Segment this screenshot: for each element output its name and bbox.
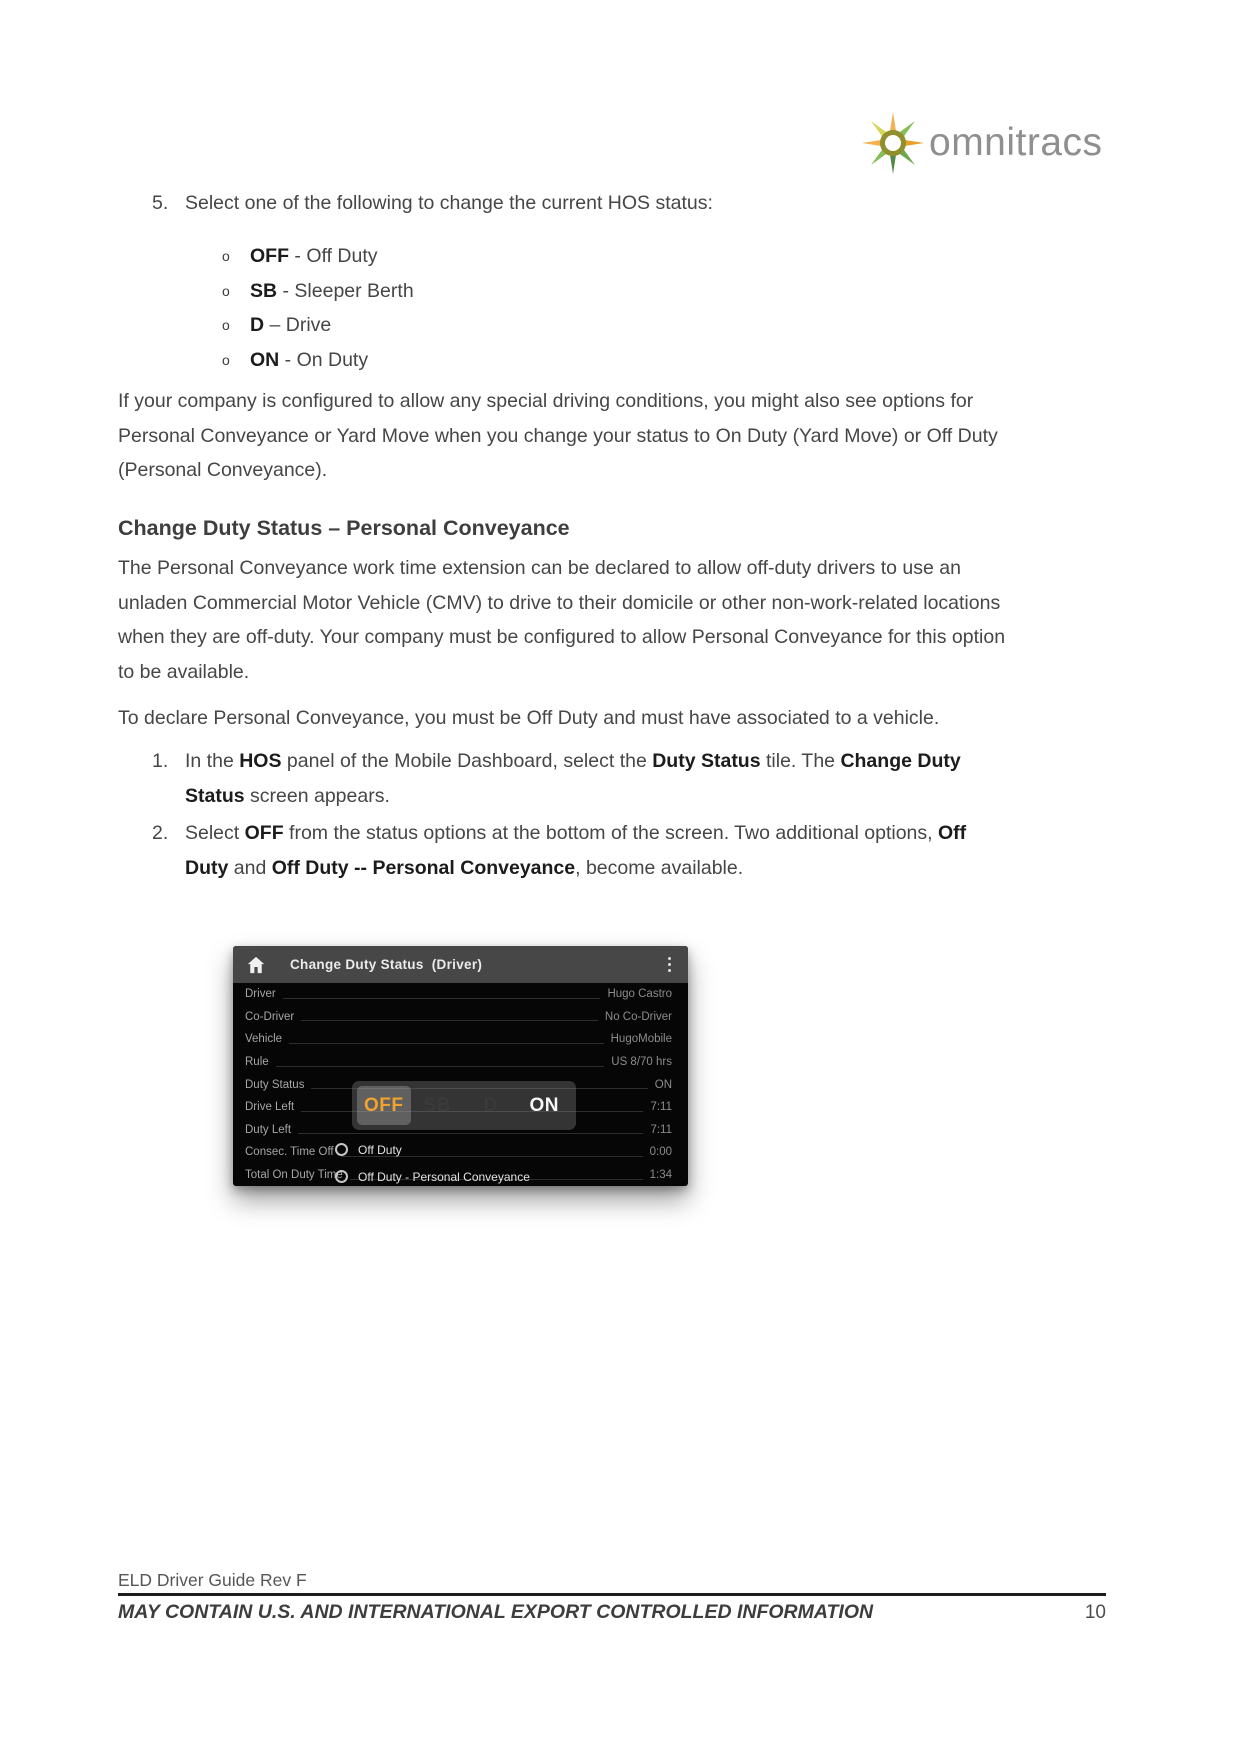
duty-status-button-row: [352, 1081, 576, 1130]
row-value: 7:11: [650, 1101, 672, 1114]
app-title-bar: [233, 946, 688, 983]
row-value: 1:34: [649, 1169, 672, 1182]
row-label: Total On Duty Time: [245, 1169, 343, 1182]
list-item-text: Select OFF from the status options at the bottom of the screen. Two additional options, Off Duty and Off Duty -- Personal Conveyance, become available.: [185, 822, 967, 879]
row-label: Duty Left: [245, 1123, 292, 1136]
hos-detail-row: [233, 1006, 688, 1029]
bullet-marker: o: [222, 317, 230, 333]
leader-line: [301, 1020, 598, 1021]
radio-label: Off Duty: [358, 1142, 402, 1157]
hos-option-item: [0, 239, 414, 274]
list-item-text: In the HOS panel of the Mobile Dashboard, select the Duty Status tile. The Change Duty Status screen appears.: [185, 750, 961, 807]
hos-option-label: ON - On Duty: [250, 348, 369, 371]
omnitracs-star-icon: [860, 110, 926, 176]
home-icon[interactable]: [246, 956, 266, 974]
row-value: No Co-Driver: [604, 1010, 672, 1023]
hos-option-label: D – Drive: [250, 314, 332, 336]
hos-option-item: [0, 274, 414, 309]
row-value: Hugo Castro: [607, 988, 672, 1001]
leader-line: [283, 998, 601, 999]
row-label: Consec. Time Off: [245, 1146, 334, 1159]
paragraph-pc-description: The Personal Conveyance work time extension can be declared to allow off-duty drivers to use an unladen Commercial Motor Vehicle (CMV) to drive to their domicile or other non-work-related locations when they are off-duty. Your company must be configured to allow Personal Conveyance for this option to be available.: [118, 557, 1006, 683]
list-item-1: [0, 744, 1005, 814]
hos-option-item: [0, 343, 414, 378]
row-value: 0:00: [649, 1146, 672, 1159]
app-screenshot-change-duty-status: [233, 946, 688, 1186]
list-item-5: [0, 186, 1005, 221]
paragraph-pc-declare: To declare Personal Conveyance, you must be Off Duty and must have associated to a vehicle.: [118, 707, 940, 729]
radio-label: Off Duty - Personal Conveyance: [358, 1169, 530, 1184]
row-label: Co-Driver: [245, 1010, 295, 1023]
list-number: 1.: [152, 750, 169, 772]
footer-guide-title: ELD Driver Guide Rev F: [118, 1570, 307, 1590]
bullet-marker: o: [222, 282, 230, 299]
footer-row: [118, 1601, 1106, 1624]
list-item-text: Select one of the following to change the current HOS status:: [185, 192, 713, 214]
status-button-d[interactable]: D: [483, 1094, 498, 1116]
radio-circle-icon: [335, 1143, 348, 1156]
bullet-marker: o: [222, 351, 230, 368]
hos-detail-row: [233, 983, 688, 1006]
brand-name: omnitracs: [929, 121, 1103, 164]
app-screen-title: Change Duty Status (Driver): [290, 957, 483, 972]
off-duty-radio-group: [335, 1136, 530, 1186]
section-heading-personal-conveyance: Change Duty Status – Personal Conveyance: [118, 516, 570, 540]
paragraph-special-driving: If your company is configured to allow any special driving conditions, you might also see options for Personal Conveyance or Yard Move when you change your status to On Duty (Yard Move) or Off Duty (Personal Conveyance).: [118, 390, 998, 481]
hos-options-list: [0, 239, 414, 377]
bullet-marker: o: [222, 248, 230, 264]
overflow-menu-icon[interactable]: [664, 953, 676, 977]
export-control-notice: MAY CONTAIN U.S. AND INTERNATIONAL EXPORT CONTROLLED INFORMATION: [118, 1601, 874, 1623]
status-button-sb[interactable]: SB: [423, 1094, 451, 1116]
list-number: 2.: [152, 822, 169, 844]
hos-detail-row: [233, 1028, 688, 1051]
status-button-off[interactable]: OFF: [357, 1086, 411, 1125]
page-number: 10: [1084, 1602, 1106, 1623]
brand-logo: [860, 110, 1103, 176]
hos-option-item: [0, 308, 414, 343]
row-label: Duty Status: [245, 1078, 305, 1091]
row-value: 7:11: [650, 1123, 672, 1136]
row-label: Vehicle: [245, 1033, 283, 1046]
radio-option[interactable]: [335, 1163, 530, 1186]
list-item-2: [0, 816, 1005, 886]
footer-divider: [118, 1593, 1106, 1596]
hos-detail-row: [233, 1051, 688, 1074]
hos-option-label: OFF - Off Duty: [250, 245, 378, 267]
row-label: Driver: [245, 988, 276, 1001]
hos-option-label: SB - Sleeper Berth: [250, 279, 414, 302]
row-value: US 8/70 hrs: [611, 1056, 672, 1069]
radio-circle-icon: [335, 1170, 348, 1183]
row-label: Rule: [245, 1056, 269, 1069]
list-number: 5.: [152, 192, 169, 214]
radio-option[interactable]: [335, 1136, 530, 1163]
leader-line: [289, 1043, 604, 1044]
row-label: Drive Left: [245, 1101, 295, 1114]
row-value: ON: [654, 1078, 672, 1091]
status-button-on[interactable]: ON: [529, 1094, 559, 1116]
row-value: HugoMobile: [610, 1033, 672, 1046]
leader-line: [276, 1066, 605, 1067]
leader-line: [298, 1133, 643, 1134]
